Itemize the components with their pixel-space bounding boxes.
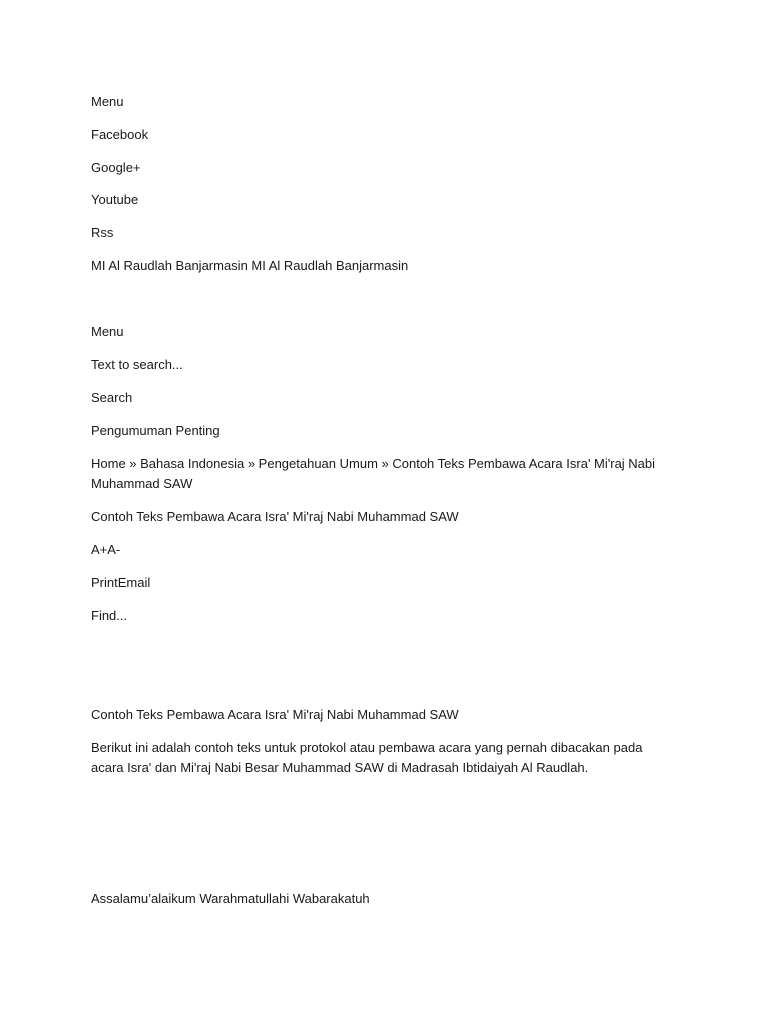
find-input[interactable]: Find... [91,608,128,623]
rss-link[interactable]: Rss [91,225,114,240]
post-body-heading: Contoh Teks Pembawa Acara Isra' Mi'raj Nabi Muhammad SAW [91,707,459,722]
print-email-links[interactable]: PrintEmail [91,575,151,590]
menu-link[interactable]: Menu [91,94,124,109]
header-menu-link[interactable]: Menu [91,324,124,339]
facebook-link[interactable]: Facebook [91,127,149,142]
google-plus-link[interactable]: Google+ [91,160,141,175]
breadcrumb[interactable]: Home » Bahasa Indonesia » Pengetahuan Umum » Contoh Teks Pembawa Acara Isra' Mi'raj Nabi Muhammad SAW [91,456,656,491]
announcement-label: Pengumuman Penting [91,423,220,438]
search-button[interactable]: Search [91,390,133,405]
post-title: Contoh Teks Pembawa Acara Isra' Mi'raj Nabi Muhammad SAW [91,509,459,524]
search-input[interactable]: Text to search... [91,357,183,372]
post-intro: Berikut ini adalah contoh teks untuk protokol atau pembawa acara yang pernah dibacakan pada acara Isra' dan Mi'raj Nabi Besar Muhammad SAW di Madrasah Ibtidaiyah Al Raudlah. [91,740,643,775]
post-greeting: Assalamu’alaikum Warahmatullahi Wabarakatuh [91,891,370,906]
site-title[interactable]: MI Al Raudlah Banjarmasin MI Al Raudlah Banjarmasin [91,258,409,273]
font-size-controls[interactable]: A+A- [91,542,121,557]
youtube-link[interactable]: Youtube [91,192,139,207]
